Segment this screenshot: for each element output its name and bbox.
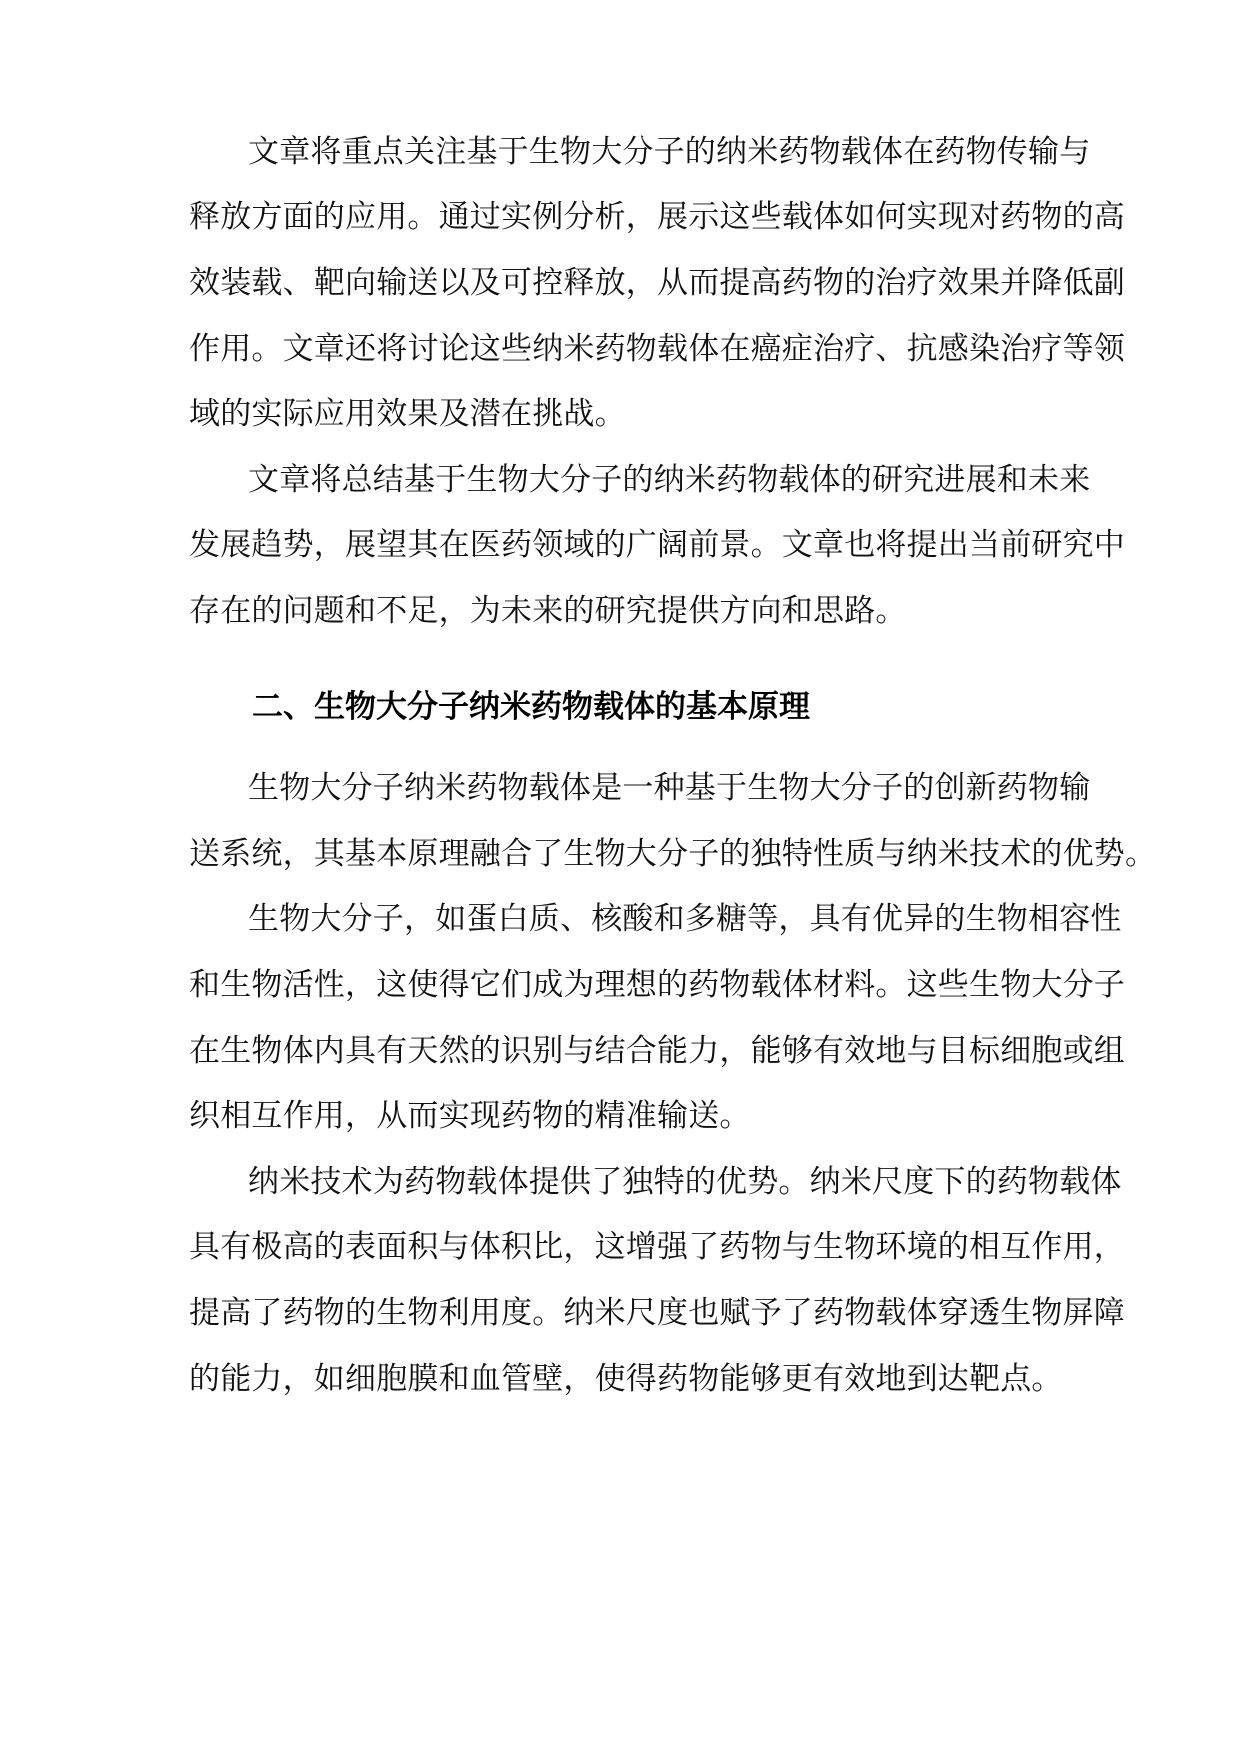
paragraph-line: 送系统，其基本原理融合了生物大分子的独特性质与纳米技术的优势。 [189,836,1157,872]
paragraph-line: 具有极高的表面积与体积比，这增强了药物与生物环境的相互作用， [189,1229,1125,1265]
paragraph-line: 提高了药物的生物利用度。纳米尺度也赋予了药物载体穿透生物屏障 [189,1295,1125,1331]
paragraph-line: 的能力，如细胞膜和血管壁，使得药物能够更有效地到达靶点。 [189,1361,1063,1397]
paragraph-line: 存在的问题和不足，为未来的研究提供方向和思路。 [189,593,907,629]
paragraph-line: 作用。文章还将讨论这些纳米药物载体在癌症治疗、抗感染治疗等领 [189,331,1125,367]
paragraph-line: 在生物体内具有天然的识别与结合能力，能够有效地与目标细胞或组 [189,1033,1125,1069]
paragraph-line: 纳米技术为药物载体提供了独特的优势。纳米尺度下的药物载体 [248,1164,1122,1200]
paragraph-line: 效装载、靶向输送以及可控释放，从而提高药物的治疗效果并降低副 [189,265,1125,301]
paragraph-line: 发展趋势，展望其在医药领域的广阔前景。文章也将提出当前研究中 [189,527,1125,563]
paragraph-line: 织相互作用，从而实现药物的精准输送。 [189,1098,751,1134]
paragraph-line: 生物大分子，如蛋白质、核酸和多糖等，具有优异的生物相容性 [248,901,1122,937]
paragraph-line: 释放方面的应用。通过实例分析，展示这些载体如何实现对药物的高 [189,199,1125,235]
paragraph-line: 文章将总结基于生物大分子的纳米药物载体的研究进展和未来 [248,462,1091,498]
paragraph-line: 文章将重点关注基于生物大分子的纳米药物载体在药物传输与 [248,134,1091,170]
paragraph-line: 和生物活性，这使得它们成为理想的药物载体材料。这些生物大分子 [189,967,1125,1003]
section-heading: 二、生物大分子纳米药物载体的基本原理 [252,689,810,725]
paragraph-line: 生物大分子纳米药物载体是一种基于生物大分子的创新药物输 [248,770,1091,806]
paragraph-line: 域的实际应用效果及潜在挑战。 [189,396,626,432]
